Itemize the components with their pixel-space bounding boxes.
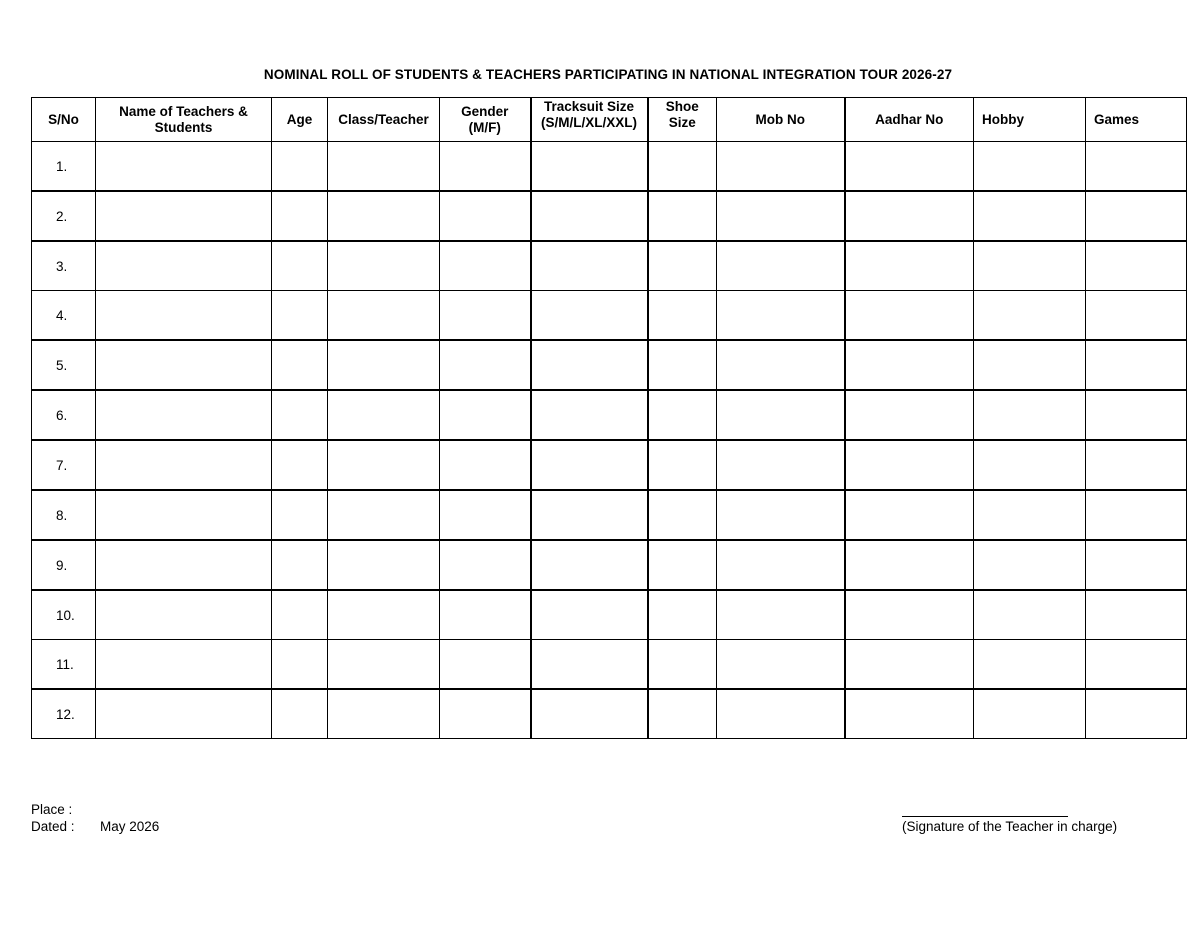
table-cell — [96, 490, 272, 540]
table-cell — [845, 191, 974, 241]
table-cell — [648, 440, 717, 490]
table-row — [32, 689, 1187, 739]
table-cell — [440, 640, 531, 690]
table-cell — [328, 640, 440, 690]
table-cell — [974, 640, 1086, 690]
table-cell — [328, 440, 440, 490]
table-cell — [531, 490, 648, 540]
table-cell — [974, 390, 1086, 440]
table-cell — [531, 241, 648, 291]
table-cell — [272, 689, 328, 739]
table-cell — [531, 390, 648, 440]
table-cell — [96, 291, 272, 341]
table-cell — [96, 142, 272, 192]
table-cell — [717, 390, 845, 440]
row-serial-number: 7. — [32, 440, 96, 490]
table-cell — [531, 191, 648, 241]
row-serial-number: 9. — [32, 540, 96, 590]
table-cell — [440, 191, 531, 241]
table-cell — [648, 340, 717, 390]
table-cell — [1086, 340, 1187, 390]
table-cell — [974, 440, 1086, 490]
table-cell — [845, 590, 974, 640]
table-cell — [272, 241, 328, 291]
table-cell — [974, 340, 1086, 390]
header-sno: S/No — [32, 98, 96, 142]
table-cell — [440, 440, 531, 490]
table-cell — [96, 689, 272, 739]
table-cell — [272, 191, 328, 241]
table-cell — [648, 490, 717, 540]
table-cell — [717, 291, 845, 341]
header-age: Age — [272, 98, 328, 142]
table-cell — [440, 689, 531, 739]
table-cell — [974, 490, 1086, 540]
place-label: Place : — [31, 802, 73, 817]
table-cell — [717, 142, 845, 192]
header-games: Games — [1086, 98, 1187, 142]
table-cell — [648, 142, 717, 192]
table-cell — [974, 689, 1086, 739]
header-shoe-size: Shoe Size — [648, 98, 717, 142]
table-cell — [96, 241, 272, 291]
table-cell — [328, 191, 440, 241]
table-row — [32, 291, 1187, 341]
table-cell — [328, 590, 440, 640]
table-cell — [845, 540, 974, 590]
page-title: NOMINAL ROLL OF STUDENTS & TEACHERS PARTICIPATING IN NATIONAL INTEGRATION TOUR 2026-27 — [263, 67, 953, 82]
table-cell — [648, 689, 717, 739]
table-cell — [531, 340, 648, 390]
table-cell — [717, 540, 845, 590]
table-cell — [96, 340, 272, 390]
row-serial-number: 3. — [32, 241, 96, 291]
table-cell — [440, 590, 531, 640]
table-cell — [717, 689, 845, 739]
table-cell — [845, 640, 974, 690]
nominal-roll-table — [31, 97, 1187, 739]
table-cell — [272, 142, 328, 192]
table-cell — [96, 390, 272, 440]
table-cell — [1086, 142, 1187, 192]
table-cell — [440, 390, 531, 440]
header-mob-no: Mob No — [717, 98, 845, 142]
table-row — [32, 340, 1187, 390]
table-cell — [974, 191, 1086, 241]
table-cell — [328, 390, 440, 440]
table-cell — [648, 590, 717, 640]
row-serial-number: 8. — [32, 490, 96, 540]
row-serial-number: 12. — [32, 689, 96, 739]
table-row — [32, 590, 1187, 640]
table-cell — [328, 291, 440, 341]
table-cell — [1086, 590, 1187, 640]
table-row — [32, 490, 1187, 540]
table-cell — [648, 241, 717, 291]
table-row — [32, 241, 1187, 291]
table-cell — [96, 191, 272, 241]
table-row — [32, 640, 1187, 690]
table-cell — [974, 142, 1086, 192]
table-cell — [328, 241, 440, 291]
header-class-teacher: Class/Teacher — [328, 98, 440, 142]
table-row — [32, 390, 1187, 440]
table-cell — [648, 191, 717, 241]
table-cell — [974, 540, 1086, 590]
table-cell — [845, 689, 974, 739]
table-cell — [272, 340, 328, 390]
header-tracksuit-size: Tracksuit Size (S/M/L/XL/XXL) — [531, 98, 648, 142]
table-cell — [845, 490, 974, 540]
table-cell — [648, 540, 717, 590]
table-row — [32, 440, 1187, 490]
table-cell — [717, 191, 845, 241]
table-cell — [531, 440, 648, 490]
table-cell — [845, 390, 974, 440]
table-cell — [717, 490, 845, 540]
row-serial-number: 5. — [32, 340, 96, 390]
table-cell — [974, 291, 1086, 341]
table-cell — [328, 142, 440, 192]
table-cell — [717, 340, 845, 390]
row-serial-number: 6. — [32, 390, 96, 440]
table-cell — [272, 590, 328, 640]
table-cell — [1086, 390, 1187, 440]
header-gender: Gender (M/F) — [440, 98, 531, 142]
table-cell — [648, 390, 717, 440]
header-name: Name of Teachers & Students — [96, 98, 272, 142]
table-cell — [272, 640, 328, 690]
table-cell — [845, 142, 974, 192]
table-cell — [328, 689, 440, 739]
row-serial-number: 1. — [32, 142, 96, 192]
table-cell — [717, 440, 845, 490]
table-row — [32, 540, 1187, 590]
table-cell — [328, 340, 440, 390]
table-cell — [845, 340, 974, 390]
header-aadhar-no: Aadhar No — [845, 98, 974, 142]
table-cell — [1086, 689, 1187, 739]
table-row — [32, 191, 1187, 241]
table-cell — [440, 142, 531, 192]
table-cell — [531, 142, 648, 192]
signature-caption: (Signature of the Teacher in charge) — [902, 819, 1118, 834]
table-cell — [531, 540, 648, 590]
table-cell — [1086, 490, 1187, 540]
table-cell — [717, 590, 845, 640]
table-cell — [717, 241, 845, 291]
table-cell — [1086, 291, 1187, 341]
table-cell — [272, 490, 328, 540]
table-row — [32, 142, 1187, 192]
row-serial-number: 4. — [32, 291, 96, 341]
table-cell — [1086, 640, 1187, 690]
table-cell — [974, 241, 1086, 291]
table-cell — [845, 241, 974, 291]
table-cell — [531, 291, 648, 341]
table-cell — [96, 440, 272, 490]
table-cell — [531, 689, 648, 739]
table-cell — [845, 291, 974, 341]
table-cell — [531, 640, 648, 690]
table-cell — [648, 291, 717, 341]
table-cell — [272, 291, 328, 341]
table-cell — [96, 590, 272, 640]
table-cell — [272, 390, 328, 440]
table-cell — [96, 640, 272, 690]
dated-value: May 2026 — [100, 819, 160, 834]
table-cell — [272, 440, 328, 490]
table-cell — [1086, 241, 1187, 291]
table-cell — [648, 640, 717, 690]
row-serial-number: 11. — [32, 640, 96, 690]
row-serial-number: 2. — [32, 191, 96, 241]
dated-label: Dated : — [31, 819, 75, 834]
row-serial-number: 10. — [32, 590, 96, 640]
table-cell — [440, 340, 531, 390]
table-cell — [328, 540, 440, 590]
header-hobby: Hobby — [974, 98, 1086, 142]
table-cell — [272, 540, 328, 590]
table-cell — [1086, 191, 1187, 241]
table-cell — [1086, 440, 1187, 490]
table-cell — [440, 490, 531, 540]
table-cell — [440, 241, 531, 291]
table-cell — [974, 590, 1086, 640]
table-cell — [440, 291, 531, 341]
table-cell — [96, 540, 272, 590]
table-cell — [717, 640, 845, 690]
signature-line — [902, 816, 1068, 817]
table-cell — [1086, 540, 1187, 590]
table-header-row — [32, 98, 1187, 142]
table-cell — [328, 490, 440, 540]
table-cell — [845, 440, 974, 490]
table-cell — [531, 590, 648, 640]
table-cell — [440, 540, 531, 590]
